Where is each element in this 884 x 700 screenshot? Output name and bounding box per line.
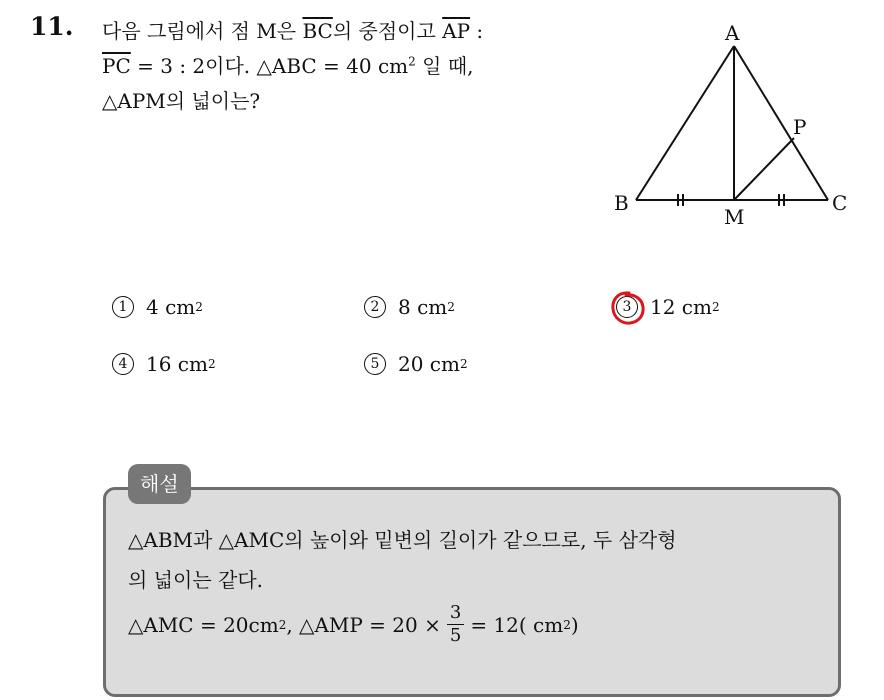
triangle-figure (600, 18, 860, 233)
segment-ap: $\overline{AP}$ (442, 19, 471, 43)
choice-number: 3 (616, 296, 638, 318)
choice-number: 5 (364, 353, 386, 375)
question-number: 11. (30, 12, 74, 41)
label-m: M (724, 205, 745, 229)
choice-4[interactable]: 4 16 cm 2 (112, 352, 216, 376)
segment-bc: $\overline{BC}$ (302, 19, 333, 43)
label-p: P (793, 115, 807, 139)
choice-number: 2 (364, 296, 386, 318)
question-text: 다음 그림에서 점 M은 $\overline{BC}$의 중점이고 $\overline{AP}$ : $\overline{PC} = 3$ : 2이다. △ABC = 40 $cm^2$ 일 때, △APM의 넓이는? (102, 19, 484, 113)
choice-3[interactable]: 3 12 cm 2 (616, 295, 720, 319)
solution-equation: △AMC = 20cm 2 , △AMP = 20 × $\frac{3}{5}$ = 12( cm 2 ) (128, 602, 579, 646)
fraction: $\frac{3}{5}$ (447, 602, 464, 647)
side-ab (636, 46, 734, 200)
choice-5[interactable]: 5 20 cm 2 (364, 352, 468, 376)
label-a: A (725, 21, 740, 45)
label-b: B (614, 191, 629, 215)
segment-mp (734, 138, 794, 200)
label-c: C (832, 191, 848, 215)
choice-number: 4 (112, 353, 134, 375)
choice-number: 1 (112, 296, 134, 318)
segment-pc: $\overline{PC}$ (102, 54, 131, 78)
solution-line: 의 넓이는 같다. (128, 568, 263, 592)
solution-line: △ABM과 △AMC의 높이와 밑변의 길이가 같으므로, 두 삼각형 (128, 528, 677, 552)
solution-tag: 해설 (128, 464, 191, 504)
choice-2[interactable]: 2 8 cm 2 (364, 295, 455, 319)
side-ac (734, 46, 828, 200)
choice-1[interactable]: 1 4 cm 2 (112, 295, 203, 319)
